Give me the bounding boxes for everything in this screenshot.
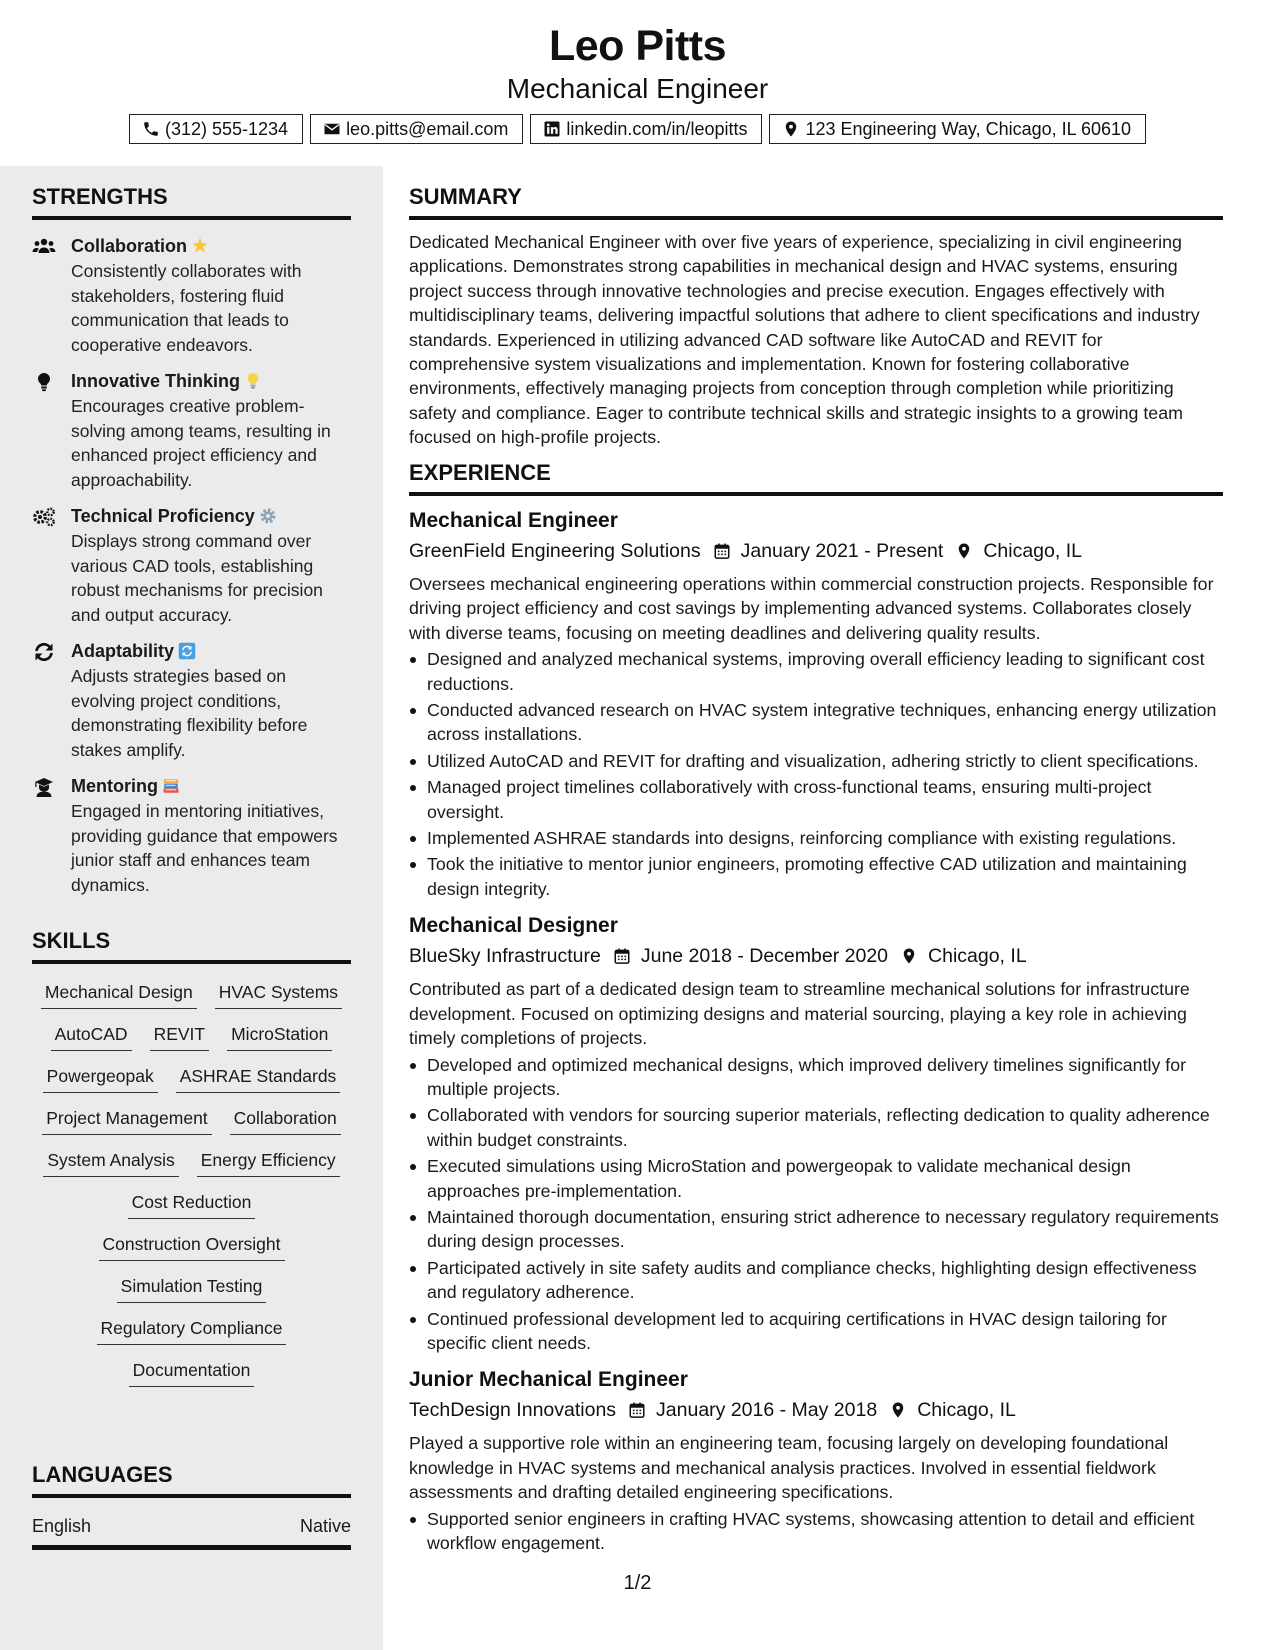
skill-tag: Powergeopak [43,1064,158,1093]
languages-section [32,1462,351,1550]
languages-title: LANGUAGES [32,1462,351,1498]
skill-tag: Energy Efficiency [197,1148,340,1177]
job-description: Contributed as part of a dedicated design team to streamline mechanical solutions for infrastructure development. Focused on optimizing designs and material sourcing, playing a key role in achieving timely completions of projects. [409,979,1190,1049]
strength-desc: Consistently collaborates with stakeholders, fostering fluid communication that leads to cooperative endeavors. [71,261,302,355]
gears-icon [32,507,56,527]
users-icon [32,237,56,257]
job-entry [409,1365,1223,1555]
experience-section [409,460,1223,1557]
job-title: Mechanical Designer [409,914,618,938]
strength-title: Collaboration [71,234,351,259]
summary-text: Dedicated Mechanical Engineer with over five years of experience, specializing in civil engineering applications. Demonstrates strong capabilities in mechanical design and HVAC systems, ensuring project success through innovative technologies and precise execution. Engages effectively with multidisciplinary teams, delivering impactful solutions that adhere to client specifications and industry standards. Experienced in utilizing advanced CAD software like AutoCAD and REVIT for comprehensive system visualizations and implementation. Known for fostering collaborative environments, effectively managing projects from conception through completion while prioritizing safety and compliance. Eager to contribute technical skills and strategic insights to a growing team focused on high-profile projects. [409,232,1200,448]
skill-tag: Project Management [42,1106,211,1135]
language-row [32,1516,351,1550]
strengths-title: STRENGTHS [32,184,351,220]
job-bullet: Managed project timelines collaboratively with cross-functional teams, ensuring multi-project oversight. [409,775,1223,824]
strength-desc: Displays strong command over various CAD tools, establishing robust mechanisms for precision and output accuracy. [71,531,323,625]
strength-item [32,369,351,492]
summary-section [409,184,1223,450]
job-bullet: Maintained thorough documentation, ensuring strict adherence to necessary regulatory requirements during design processes. [409,1205,1223,1254]
calendar-icon [713,542,731,560]
skill-tag: HVAC Systems [215,980,342,1009]
arrows-emoji-icon [178,642,196,660]
strength-item [32,234,351,357]
job-company: GreenField Engineering Solutions [409,540,701,562]
job-description: Oversees mechanical engineering operations within commercial construction projects. Responsible for driving project efficiency and cost savings by implementing advanced systems. Collaborates closely with diverse teams, focusing on meeting deadlines and delivering quality results. [409,574,1214,643]
job-bullet: Developed and optimized mechanical designs, which improved delivery timelines significantly for multiple projects. [409,1053,1223,1102]
job-bullet: Designed and analyzed mechanical systems, improving overall efficiency leading to significant cost reductions. [409,647,1223,696]
language-level: Native [299,1516,351,1536]
contact-linkedin[interactable] [530,114,762,144]
strength-title: Adaptability [71,639,351,664]
job-title: Mechanical Engineer [409,509,618,532]
language-name: English [32,1516,92,1536]
skill-tag: ASHRAE Standards [176,1064,341,1093]
job-meta [409,941,1223,971]
strength-title: Technical Proficiency [71,504,351,529]
strength-desc: Adjusts strategies based on evolving project conditions, demonstrating flexibility before stakes amplify. [71,666,308,760]
job-entry [409,506,1223,901]
skill-tag: AutoCAD [51,1022,132,1051]
map-pin-icon [782,120,800,138]
contact-linkedin-text: linkedin.com/in/leopitts [566,118,748,139]
skills-section [32,928,351,1387]
map-pin-icon [955,542,973,560]
candidate-role: Mechanical Engineer [506,73,769,104]
sidebar [0,166,383,1650]
skill-tag: Cost Reduction [128,1190,256,1219]
lightbulb-emoji-icon [244,372,262,390]
job-company: TechDesign Innovations [409,1399,617,1422]
job-entry [409,911,1223,1355]
strength-title: Mentoring [71,774,351,799]
skill-tag: Construction Oversight [99,1232,285,1261]
strengths-section [32,184,351,897]
strength-desc: Encourages creative problem-solving among teams, resulting in enhanced project efficiency and approachability. [71,396,331,490]
job-location: Chicago, IL [983,540,1082,562]
contact-phone[interactable] [129,114,303,144]
contact-bar [0,114,1275,144]
teacher-icon [32,777,56,797]
skill-tag: Documentation [129,1358,255,1387]
resume-header [0,0,1275,166]
strength-desc: Engaged in mentoring initiatives, providing guidance that empowers junior staff and enhances team dynamics. [71,801,338,895]
job-bullets [409,647,1223,901]
page-number: 1/2 [623,1572,652,1594]
experience-title: EXPERIENCE [409,460,1223,496]
job-bullet: Took the initiative to mentor junior engineers, promoting effective CAD utilization and maintaining design integrity. [409,852,1223,901]
job-description: Played a supportive role within an engineering team, focusing largely on developing foundational knowledge in HVAC systems and mechanical analysis practices. Involved in essential fieldwork assessments and drafting detailed engineering specifications. [409,1433,1169,1503]
star-emoji-icon [191,237,209,255]
candidate-name: Leo Pitts [548,22,727,70]
skill-tag: Regulatory Compliance [97,1316,287,1345]
job-location: Chicago, IL [928,945,1027,968]
contact-email[interactable] [310,114,523,144]
job-meta [409,1395,1223,1425]
envelope-icon [323,120,341,138]
job-bullets [409,1507,1223,1556]
gear-emoji-icon [259,507,277,525]
job-dates: June 2018 - December 2020 [640,945,889,968]
books-emoji-icon [162,777,180,795]
contact-email-text: leo.pitts@email.com [346,118,509,139]
strength-title: Innovative Thinking [71,369,351,394]
calendar-icon [628,1401,646,1419]
phone-icon [142,120,160,138]
job-company: BlueSky Infrastructure [409,945,601,968]
strength-item [32,774,351,897]
calendar-icon [613,947,631,965]
skill-tags [32,980,351,1387]
skill-tag: REVIT [150,1022,210,1051]
job-bullets [409,1053,1223,1356]
contact-phone-text: (312) 555-1234 [164,118,289,139]
strength-item [32,504,351,627]
strength-item [32,639,351,762]
contact-address-text: 123 Engineering Way, Chicago, IL 60610 [805,118,1132,139]
main-content [383,166,1275,1650]
job-bullet: Implemented ASHRAE standards into designs, reinforcing compliance with existing regulations. [409,826,1223,850]
job-dates: January 2021 - Present [740,540,944,562]
job-bullet: Participated actively in site safety audits and compliance checks, highlighting design effectiveness and regulatory adherence. [409,1256,1223,1305]
skill-tag: System Analysis [43,1148,178,1177]
job-dates: January 2016 - May 2018 [656,1399,878,1422]
skill-tag: Mechanical Design [41,980,197,1009]
job-bullet: Utilized AutoCAD and REVIT for drafting and visualization, adhering strictly to client specifications. [409,749,1223,773]
skill-tag: Simulation Testing [117,1274,267,1303]
linkedin-icon [543,120,561,138]
job-bullet: Conducted advanced research on HVAC system integrative techniques, enhancing energy utilization across installations. [409,698,1223,747]
skill-tag: MicroStation [227,1022,332,1051]
job-location: Chicago, IL [917,1399,1016,1422]
sync-icon [32,642,56,662]
map-pin-icon [900,947,918,965]
summary-title: SUMMARY [409,184,1223,220]
skill-tag: Collaboration [230,1106,341,1135]
job-bullet: Continued professional development led to acquiring certifications in HVAC design tailoring for specific client needs. [409,1307,1223,1356]
job-bullet: Supported senior engineers in crafting HVAC systems, showcasing attention to detail and efficient workflow engagement. [409,1507,1223,1556]
contact-address[interactable] [769,114,1146,144]
job-bullet: Executed simulations using MicroStation and powergeopak to validate mechanical design approaches pre-implementation. [409,1154,1223,1203]
job-title: Junior Mechanical Engineer [409,1368,688,1392]
job-meta [409,536,1223,566]
lightbulb-icon [32,372,56,392]
map-pin-icon [889,1401,907,1419]
skills-title: SKILLS [32,928,351,964]
job-bullet: Collaborated with vendors for sourcing superior materials, reflecting dedication to quality adherence within budget constraints. [409,1103,1223,1152]
